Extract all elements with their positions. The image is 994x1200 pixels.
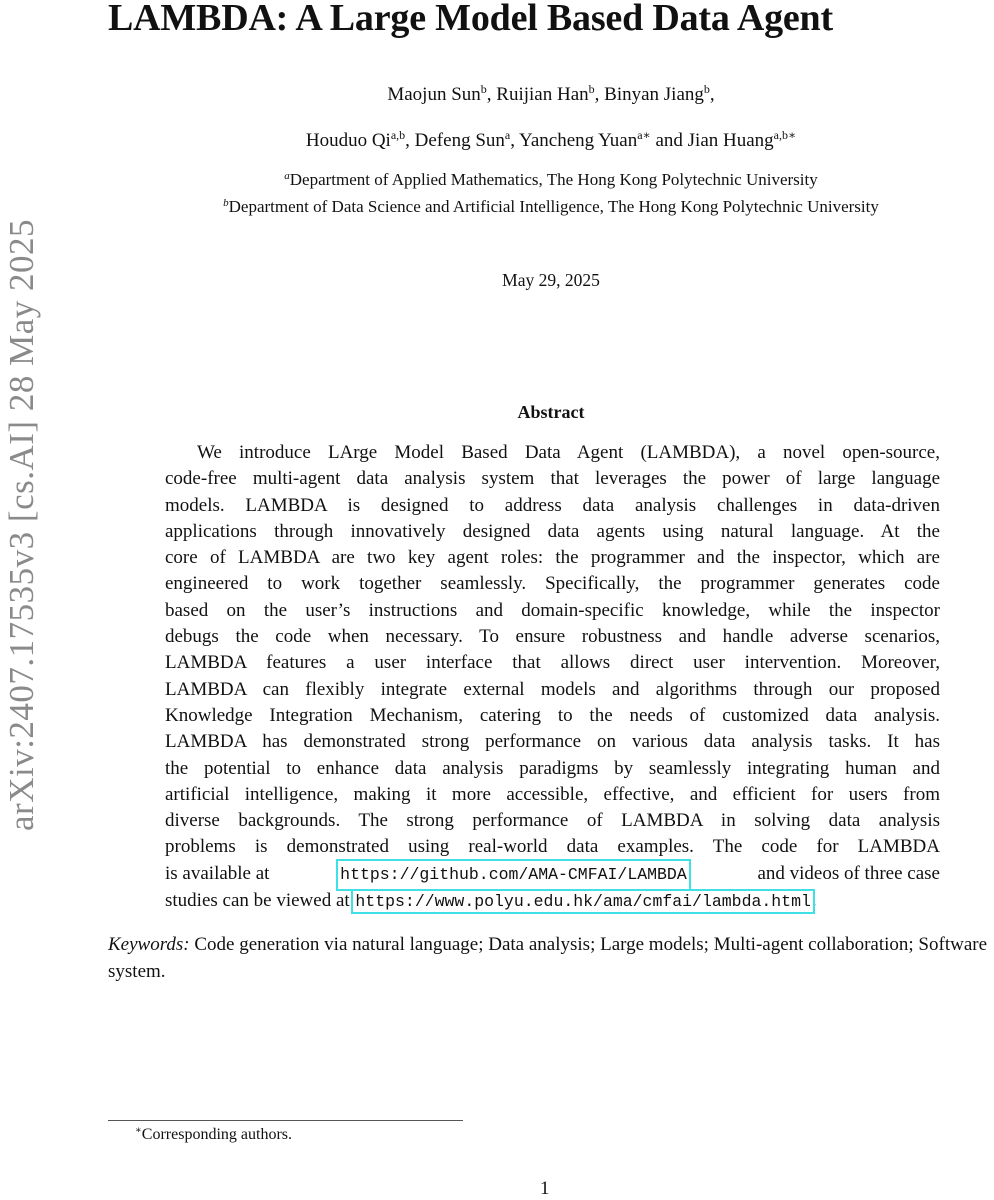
author-separator: ,: [405, 130, 415, 151]
footnote-divider: [108, 1120, 463, 1121]
abstract-line: artificial intelligence, making it more accessible, effective, and efficient for users from: [165, 783, 940, 805]
abstract-line: We introduce LArge Model Based Data Agent (LAMBDA), a novel open-source,: [197, 442, 940, 463]
author-separator: and: [650, 130, 688, 151]
abstract-line: code-free multi-agent data analysis system that leverages the power of large language: [165, 468, 940, 490]
abstract-body: [165, 440, 940, 915]
author-name: Houduo Qi: [305, 130, 391, 151]
abstract-line: core of LAMBDA are two key agent roles: the programmer and the inspector, which are: [165, 547, 940, 569]
arxiv-identifier-stamp: [0, 185, 44, 865]
arxiv-identifier-text: arXiv:2407.17535v3 [cs.AI] 28 May 2025: [2, 219, 41, 831]
page-number: 1: [540, 1178, 550, 1199]
abstract-line: problems is demonstrated using real-world data examples. The code for LAMBDA: [165, 836, 940, 858]
abstract-text: is available at: [165, 862, 270, 884]
abstract-line: LAMBDA features a user interface that allows direct user intervention. Moreover,: [165, 652, 940, 674]
abstract-heading: Abstract: [517, 402, 585, 422]
abstract-line: models. LAMBDA is designed to address data analysis challenges in data-driven: [165, 494, 940, 516]
abstract-text: and videos of three case: [757, 862, 940, 884]
author-name: Maojun Sun: [387, 84, 481, 105]
author-affiliation-mark: b: [480, 82, 487, 96]
author-affiliation-mark: b: [703, 82, 710, 96]
affiliation-mark: b: [223, 197, 229, 209]
abstract-line: Knowledge Integration Mechanism, catering to the needs of customized data analysis.: [165, 704, 940, 726]
abstract-line: applications through innovatively designed data agents using natural language. At the: [165, 520, 940, 542]
publication-date: May 29, 2025: [502, 270, 600, 290]
author-name: Ruijian Han: [496, 84, 589, 105]
abstract-line: based on the user’s instructions and domain-specific knowledge, while the inspector: [165, 599, 940, 621]
abstract-line-with-github-link: [165, 861, 940, 888]
authors-line-2: [108, 130, 994, 152]
video-page-link[interactable]: https://www.polyu.edu.hk/ama/cmfai/lambda.html: [355, 892, 811, 912]
abstract-line: debugs the code when necessary. To ensure robustness and handle adverse scenarios,: [165, 626, 940, 648]
affiliation-text: Department of Applied Mathematics, The Hong Kong Polytechnic University: [289, 170, 818, 189]
author-separator: ,: [510, 130, 520, 151]
abstract-line: engineered to work together seamlessly. Specifically, the programmer generates code: [165, 573, 940, 595]
footnote: [135, 1126, 292, 1144]
author-separator: ,: [594, 84, 605, 105]
abstract-line-with-video-link: [165, 888, 940, 915]
abstract-line: LAMBDA can flexibly integrate external models and algorithms through our proposed: [165, 678, 940, 700]
footnote-text: Corresponding authors.: [141, 1126, 292, 1143]
author-affiliation-mark: a∗: [637, 128, 651, 142]
affiliation-b: [108, 197, 994, 217]
author-name: Jian Huang: [687, 130, 774, 151]
github-link[interactable]: https://github.com/AMA-CMFAI/LAMBDA: [339, 862, 688, 888]
authors-line-1: [108, 84, 994, 106]
affiliation-mark: a: [284, 170, 290, 182]
author-name: Binyan Jiang: [604, 84, 704, 105]
author-affiliation-mark: a,b∗: [773, 128, 797, 142]
paper-title: LAMBDA: A Large Model Based Data Agent: [108, 0, 833, 39]
abstract-text: .: [811, 890, 817, 912]
author-separator: ,: [486, 84, 497, 105]
author-name: Yancheng Yuan: [519, 130, 638, 151]
abstract-line: the potential to enhance data analysis paradigms by seamlessly integrating human and: [165, 757, 940, 779]
abstract-text: studies can be viewed at: [165, 890, 350, 912]
abstract-line: diverse backgrounds. The strong performance of LAMBDA in solving data analysis: [165, 810, 940, 832]
author-name: Defeng Sun: [414, 130, 505, 151]
affiliation-a: [108, 170, 994, 190]
author-affiliation-mark: a: [504, 128, 511, 142]
author-affiliation-mark: b: [588, 82, 595, 96]
author-separator: ,: [709, 84, 715, 105]
keywords-text: Code generation via natural language; Data analysis; Large models; Multi-agent collaboration; Software system.: [108, 934, 988, 982]
keywords-section: [108, 932, 994, 985]
author-affiliation-mark: a,b: [390, 128, 406, 142]
affiliation-text: Department of Data Science and Artificial Intelligence, The Hong Kong Polytechnic University: [228, 197, 879, 216]
footnote-mark: ∗: [135, 1125, 142, 1136]
keywords-label: Keywords:: [108, 934, 190, 955]
abstract-line: LAMBDA has demonstrated strong performance on various data analysis tasks. It has: [165, 731, 940, 753]
